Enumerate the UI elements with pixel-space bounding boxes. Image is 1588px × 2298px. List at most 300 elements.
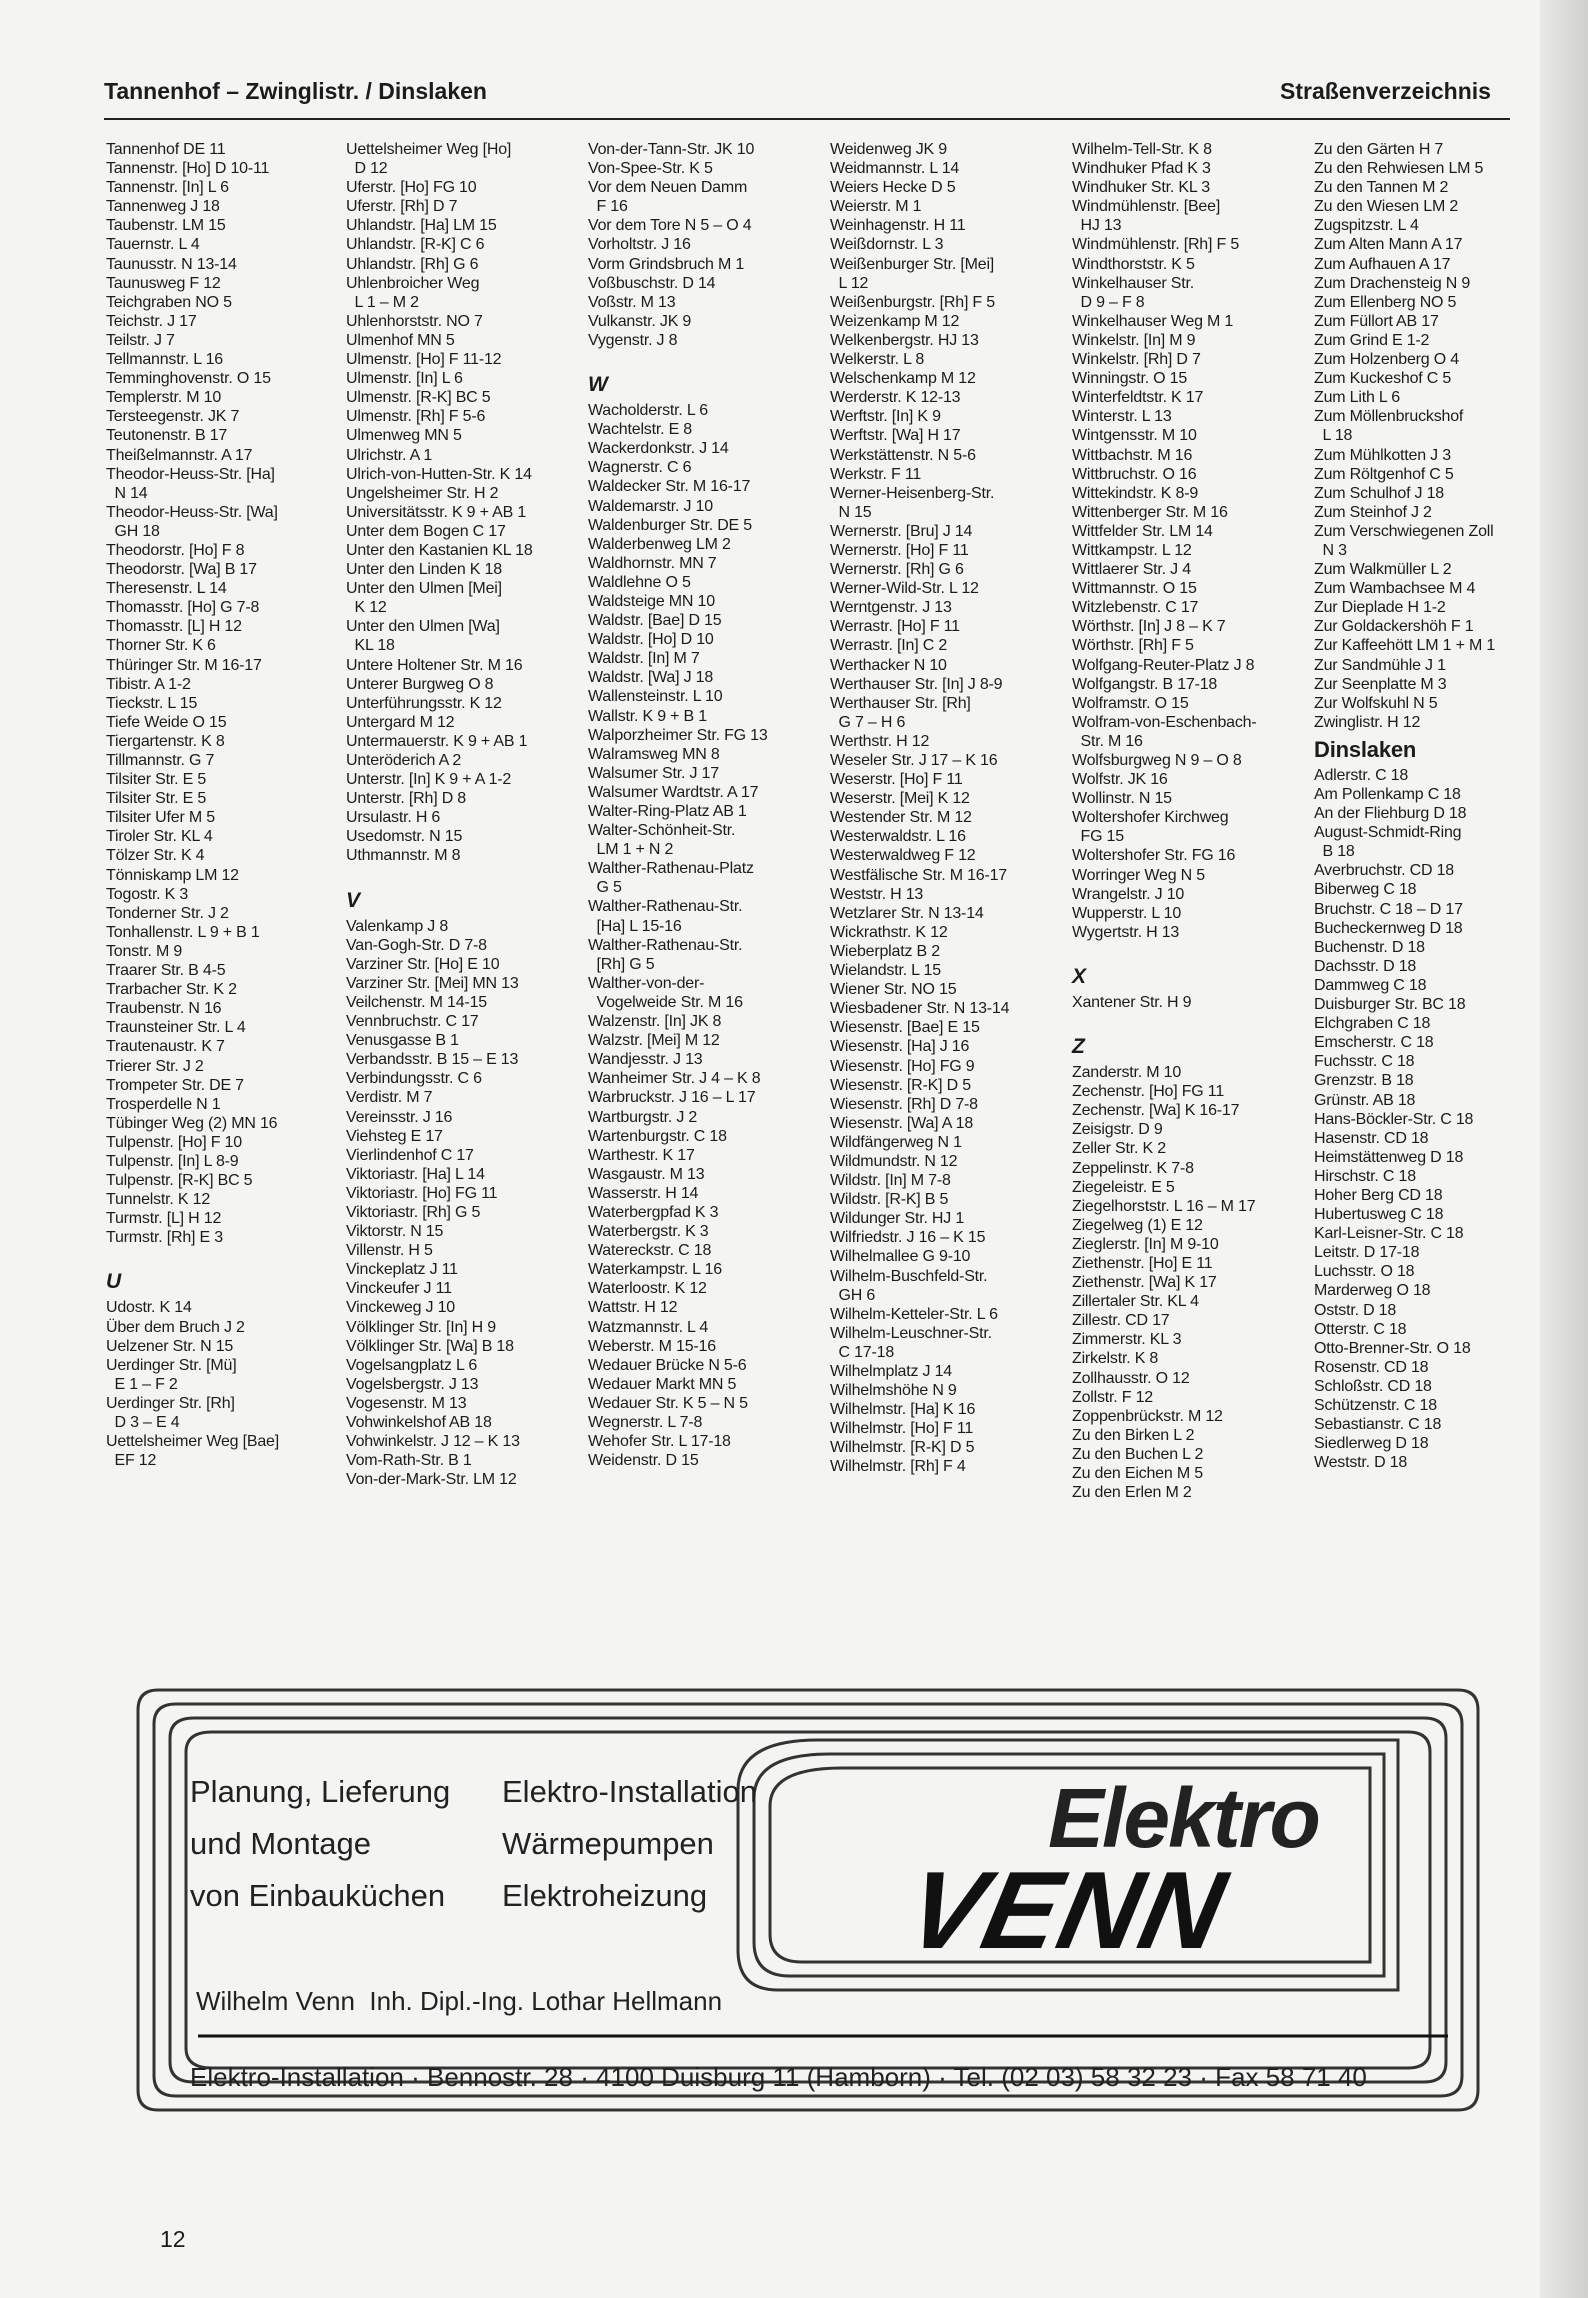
street-entry: Ulmenstr. [Rh] F 5-6 <box>346 408 486 426</box>
street-entry: Werftstr. [Wa] H 17 <box>830 427 961 445</box>
street-entry: Zu den Eichen M 5 <box>1072 1465 1203 1482</box>
street-entry: Wasgaustr. M 13 <box>588 1165 705 1183</box>
street-entry: Tilsiter Str. E 5 <box>106 790 207 808</box>
street-entry: Viktoriastr. [Rh] G 5 <box>346 1203 481 1221</box>
street-entry: Walsumer Str. J 17 <box>588 764 719 782</box>
street-entry: Wickrathstr. K 12 <box>830 923 948 941</box>
street-entry: Uferstr. [Ho] FG 10 <box>346 179 477 197</box>
street-entry: Schloßstr. CD 18 <box>1314 1377 1432 1395</box>
street-entry: Wieberplatz B 2 <box>830 942 940 960</box>
street-entry: Wallstr. K 9 + B 1 <box>588 707 707 725</box>
street-entry: Teichstr. J 17 <box>106 312 197 330</box>
street-entry: Ulmenhof MN 5 <box>346 331 455 349</box>
street-entry: Duisburger Str. BC 18 <box>1314 996 1466 1014</box>
street-entry: Thorner Str. K 6 <box>106 637 216 655</box>
street-entry: Tiroler Str. KL 4 <box>106 828 213 846</box>
street-entry: Uerdinger Str. [Mü] <box>106 1356 237 1374</box>
street-entry: Werthacker N 10 <box>830 656 947 674</box>
street-entry: GH 18 <box>106 522 160 540</box>
street-entry: Tannenweg J 18 <box>106 198 220 216</box>
street-entry: Wacholderstr. L 6 <box>588 402 708 420</box>
street-entry: Bruchstr. C 18 – D 17 <box>1314 900 1463 918</box>
street-entry: Wilhelmstr. [Ha] K 16 <box>830 1401 976 1419</box>
street-entry: Buchenstr. D 18 <box>1314 938 1425 956</box>
street-entry: Wedauer Str. K 5 – N 5 <box>588 1394 748 1412</box>
street-entry: L 12 <box>830 274 869 292</box>
street-entry: Tannenstr. [In] L 6 <box>106 179 229 197</box>
street-entry: Zur Goldackershöh F 1 <box>1314 618 1474 636</box>
street-entry: Siedlerweg D 18 <box>1314 1435 1429 1453</box>
street-entry: Varziner Str. [Mei] MN 13 <box>346 974 519 992</box>
street-entry: Thüringer Str. M 16-17 <box>106 656 262 674</box>
street-entry: Wallensteinstr. L 10 <box>588 688 723 706</box>
street-entry: Zeisigstr. D 9 <box>1072 1121 1163 1139</box>
street-entry: Tellmannstr. L 16 <box>106 351 223 369</box>
street-entry: HJ 13 <box>1072 217 1122 235</box>
street-entry: Weizenkamp M 12 <box>830 312 960 330</box>
street-entry: Wartenburgstr. C 18 <box>588 1127 727 1145</box>
street-entry: Trarbacher Str. K 2 <box>106 981 237 999</box>
street-entry: Vulkanstr. JK 9 <box>588 312 692 330</box>
street-entry: Voßbuschstr. D 14 <box>588 274 716 292</box>
letter-section-heading: U <box>106 1270 121 1294</box>
street-entry: Walzstr. [Mei] M 12 <box>588 1032 720 1050</box>
street-entry: Wiesenstr. [Ho] FG 9 <box>830 1057 975 1075</box>
street-entry: Walderbenweg LM 2 <box>588 535 731 553</box>
street-entry: Grünstr. AB 18 <box>1314 1091 1416 1109</box>
street-entry: Winkelhauser Weg M 1 <box>1072 312 1234 330</box>
street-entry: Zum Möllenbruckshof <box>1314 408 1464 426</box>
street-entry: Verdistr. M 7 <box>346 1089 433 1107</box>
street-entry: Von-der-Mark-Str. LM 12 <box>346 1471 517 1489</box>
street-entry: Wittfelder Str. LM 14 <box>1072 522 1213 540</box>
street-entry: Weststr. D 18 <box>1314 1454 1408 1472</box>
street-entry: Werrastr. [Ho] F 11 <box>830 618 960 636</box>
street-entry: Viehsteg E 17 <box>346 1127 443 1145</box>
street-entry: Traunsteiner Str. L 4 <box>106 1019 246 1037</box>
street-entry: August-Schmidt-Ring <box>1314 824 1462 842</box>
street-entry: Weinhagenstr. H 11 <box>830 217 966 235</box>
street-entry: Wielandstr. L 15 <box>830 962 941 980</box>
street-entry: Wildunger Str. HJ 1 <box>830 1210 965 1228</box>
street-entry: G 5 <box>588 879 622 897</box>
street-entry: Ziegelweg (1) E 12 <box>1072 1216 1203 1234</box>
street-entry: [Rh] G 5 <box>588 955 655 973</box>
street-entry: Viktorstr. N 15 <box>346 1223 444 1241</box>
street-entry: Watereckstr. C 18 <box>588 1242 712 1260</box>
street-entry: Xantener Str. H 9 <box>1072 993 1192 1011</box>
street-entry: Weißenburger Str. [Mei] <box>830 255 995 273</box>
header-rule <box>104 118 1510 120</box>
street-entry: Wolfgangstr. B 17-18 <box>1072 675 1218 693</box>
street-entry: Zimmerstr. KL 3 <box>1072 1331 1182 1349</box>
street-entry: Worringer Weg N 5 <box>1072 866 1205 884</box>
street-entry: Marderweg O 18 <box>1314 1282 1431 1300</box>
street-entry: Tiefe Weide O 15 <box>106 713 227 731</box>
street-entry: Zollstr. F 12 <box>1072 1388 1153 1406</box>
street-entry: Zechenstr. [Ho] FG 11 <box>1072 1083 1225 1101</box>
street-entry: Vom-Rath-Str. B 1 <box>346 1452 472 1470</box>
street-entry: Weidenstr. D 15 <box>588 1452 699 1470</box>
street-entry: Winterfeldtstr. K 17 <box>1072 389 1204 407</box>
street-entry: Verbindungsstr. C 6 <box>346 1070 482 1088</box>
street-entry: Zum Alten Mann A 17 <box>1314 236 1463 254</box>
street-entry: Togostr. K 3 <box>106 885 189 903</box>
street-entry: Waterbergpfad K 3 <box>588 1203 719 1221</box>
street-entry: Wittenberger Str. M 16 <box>1072 503 1228 521</box>
street-entry: Tibistr. A 1-2 <box>106 675 191 693</box>
page-header-title: Tannenhof – Zwinglistr. / Dinslaken <box>104 78 487 104</box>
street-entry: Warbruckstr. J 16 – L 17 <box>588 1089 756 1107</box>
street-entry: Tannenhof DE 11 <box>106 141 226 158</box>
street-entry: Wagnerstr. C 6 <box>588 459 692 477</box>
street-entry: Waldemarstr. J 10 <box>588 497 713 515</box>
street-entry: Wedauer Markt MN 5 <box>588 1375 737 1393</box>
street-entry: Ziegelhorststr. L 16 – M 17 <box>1072 1197 1256 1215</box>
street-entry: Weidenweg JK 9 <box>830 141 947 158</box>
street-entry: Waldhornstr. MN 7 <box>588 554 717 572</box>
street-entry: Tonstr. M 9 <box>106 942 183 960</box>
street-entry: Trautenaustr. K 7 <box>106 1038 225 1056</box>
street-entry: EF 12 <box>106 1452 157 1470</box>
street-entry: Tillmannstr. G 7 <box>106 752 215 769</box>
street-entry: Tunnelstr. K 12 <box>106 1191 211 1209</box>
street-entry: Wiesenstr. [R-K] D 5 <box>830 1076 971 1094</box>
street-entry: Wörthstr. [In] J 8 – K 7 <box>1072 618 1226 636</box>
street-entry: LM 1 + N 2 <box>588 841 674 859</box>
street-entry: Watzmannstr. L 4 <box>588 1318 709 1336</box>
street-entry: Walther-von-der- <box>588 974 705 992</box>
letter-section-heading: Z <box>1072 1035 1085 1059</box>
street-entry: Werner-Wild-Str. L 12 <box>830 580 979 598</box>
street-entry: Unterstr. [Rh] D 8 <box>346 790 466 808</box>
street-entry: Zu den Wiesen LM 2 <box>1314 198 1459 216</box>
street-entry: Westender Str. M 12 <box>830 809 972 827</box>
street-entry: Hans-Böckler-Str. C 18 <box>1314 1110 1474 1128</box>
ad-product-2: Wärmepumpen <box>502 1826 714 1861</box>
street-entry: Tulpenstr. [Ho] F 10 <box>106 1133 242 1151</box>
spacer <box>1072 1012 1310 1022</box>
street-entry: Zur Wolfskuhl N 5 <box>1314 694 1438 712</box>
street-entry: Walramsweg MN 8 <box>588 745 720 763</box>
street-entry: Wanheimer Str. J 4 – K 8 <box>588 1070 761 1088</box>
street-entry: Walther-Rathenau-Str. <box>588 898 743 916</box>
street-entry: Winkelhauser Str. <box>1072 274 1194 292</box>
street-entry: Zugspitzstr. L 4 <box>1314 217 1419 235</box>
street-entry: Westerwaldweg F 12 <box>830 847 976 865</box>
street-entry: Wiesenstr. [Wa] A 18 <box>830 1114 974 1132</box>
street-entry: Weißdornstr. L 3 <box>830 236 944 254</box>
street-entry: Teilstr. J 7 <box>106 331 175 349</box>
street-entry: Elchgraben C 18 <box>1314 1015 1431 1033</box>
street-entry: Otto-Brenner-Str. O 18 <box>1314 1339 1471 1357</box>
street-entry: Zum Holzenberg O 4 <box>1314 351 1459 369</box>
street-entry: Wildstr. [R-K] B 5 <box>830 1191 949 1209</box>
street-entry: Weseler Str. J 17 – K 16 <box>830 752 998 769</box>
street-entry: Unterer Burgweg O 8 <box>346 675 494 693</box>
street-entry: Sebastianstr. C 18 <box>1314 1416 1442 1434</box>
street-column-5 <box>1072 140 1310 1502</box>
street-entry: Unteröderich A 2 <box>346 752 462 769</box>
street-entry: Vogelweide Str. M 16 <box>588 993 743 1011</box>
street-entry: Wygertstr. H 13 <box>1072 923 1180 941</box>
street-entry: Vogesenstr. M 13 <box>346 1394 467 1412</box>
street-entry: Warthestr. K 17 <box>588 1146 695 1164</box>
street-entry: Fuchsstr. C 18 <box>1314 1053 1415 1071</box>
street-entry: Wolframstr. O 15 <box>1072 694 1189 712</box>
street-entry: Wilhelmstr. [Ho] F 11 <box>830 1420 974 1438</box>
street-entry: Taunusweg F 12 <box>106 274 221 292</box>
street-entry: Windhuker Pfad K 3 <box>1072 160 1211 178</box>
spacer <box>346 866 584 876</box>
street-entry: Tonhallenstr. L 9 + B 1 <box>106 923 260 941</box>
street-entry: Ulrichstr. A 1 <box>346 446 433 464</box>
street-entry: Wittbachstr. M 16 <box>1072 446 1193 464</box>
street-entry: Weststr. H 13 <box>830 885 924 903</box>
street-entry: C 17-18 <box>830 1343 895 1361</box>
street-entry: Werner-Heisenberg-Str. <box>830 484 995 502</box>
street-entry: Wintgensstr. M 10 <box>1072 427 1197 445</box>
street-entry: Wolfgang-Reuter-Platz J 8 <box>1072 656 1255 674</box>
street-entry: Waldstr. [Bae] D 15 <box>588 612 722 630</box>
street-entry: Walter-Schönheit-Str. <box>588 822 736 840</box>
street-entry: Zum Kuckeshof C 5 <box>1314 370 1452 388</box>
street-entry: Wetzlarer Str. N 13-14 <box>830 904 984 922</box>
street-entry: Zum Röltgenhof C 5 <box>1314 465 1454 483</box>
street-entry: Ungelsheimer Str. H 2 <box>346 484 499 502</box>
street-entry: Windthorststr. K 5 <box>1072 255 1195 273</box>
street-entry: Woltershofer Str. FG 16 <box>1072 847 1236 865</box>
street-entry: Vierlindenhof C 17 <box>346 1146 474 1164</box>
street-entry: FG 15 <box>1072 828 1124 846</box>
street-entry: Tilsiter Str. E 5 <box>106 771 207 789</box>
page-number: 12 <box>160 2226 186 2252</box>
street-entry: Vor dem Neuen Damm <box>588 179 748 197</box>
street-entry: Ulrich-von-Hutten-Str. K 14 <box>346 465 532 483</box>
street-entry: Walther-Rathenau-Platz <box>588 860 754 878</box>
street-entry: Wilfriedstr. J 16 – K 15 <box>830 1229 986 1247</box>
street-entry: Wupperstr. L 10 <box>1072 904 1182 922</box>
street-entry: Weierstr. M 1 <box>830 198 922 216</box>
street-entry: Weiers Hecke D 5 <box>830 179 956 197</box>
street-entry: Trosperdelle N 1 <box>106 1095 221 1113</box>
street-entry: Uettelsheimer Weg [Bae] <box>106 1433 279 1451</box>
street-entry: [Ha] L 15-16 <box>588 917 682 935</box>
street-entry: Wörthstr. [Rh] F 5 <box>1072 637 1194 655</box>
street-entry: Vennbruchstr. C 17 <box>346 1013 479 1031</box>
street-entry: Trierer Str. J 2 <box>106 1057 204 1075</box>
street-entry: Turmstr. [L] H 12 <box>106 1210 222 1228</box>
street-entry: Waldstr. [Ho] D 10 <box>588 631 714 649</box>
street-entry: Schützenstr. C 18 <box>1314 1397 1437 1414</box>
street-entry: Wolfstr. JK 16 <box>1072 771 1168 789</box>
street-entry: Dachsstr. D 18 <box>1314 957 1417 975</box>
street-entry: Wernerstr. [Rh] G 6 <box>830 561 964 579</box>
street-entry: Theißelmannstr. A 17 <box>106 446 253 464</box>
street-entry: Theodor-Heuss-Str. [Wa] <box>106 503 278 521</box>
street-entry: Theodorstr. [Ho] F 8 <box>106 541 245 559</box>
street-entry: Walsumer Wardtstr. A 17 <box>588 783 759 801</box>
street-entry: Otterstr. C 18 <box>1314 1320 1407 1338</box>
street-entry: Villenstr. H 5 <box>346 1242 433 1260</box>
street-entry: Vereinsstr. J 16 <box>346 1108 453 1126</box>
street-entry: Usedomstr. N 15 <box>346 828 463 846</box>
street-entry: Zum Drachensteig N 9 <box>1314 274 1471 292</box>
spacer <box>106 1247 344 1257</box>
street-entry: Rosenstr. CD 18 <box>1314 1358 1429 1376</box>
street-entry: Biberweg C 18 <box>1314 881 1417 899</box>
street-entry: Wedauer Brücke N 5-6 <box>588 1356 747 1374</box>
street-entry: Zieglerstr. [In] M 9-10 <box>1072 1235 1219 1253</box>
street-entry: Ulmenstr. [In] L 6 <box>346 370 463 388</box>
street-entry: Zum Füllort AB 17 <box>1314 312 1439 330</box>
street-entry: Tonderner Str. J 2 <box>106 904 229 922</box>
spacer <box>1072 942 1310 952</box>
street-entry: Tauernstr. L 4 <box>106 236 200 254</box>
letter-section-heading: X <box>1072 964 1086 988</box>
street-entry: Ulmenweg MN 5 <box>346 427 462 445</box>
street-entry: Zeller Str. K 2 <box>1072 1140 1166 1158</box>
street-entry: Waldlehne O 5 <box>588 573 691 591</box>
ad-owner-line: Wilhelm Venn Inh. Dipl.-Ing. Lothar Hellmann <box>196 1986 723 2016</box>
street-entry: Werkstr. F 11 <box>830 465 922 483</box>
street-column-2 <box>346 140 584 1489</box>
street-entry: Wilhelmstr. [R-K] D 5 <box>830 1439 975 1457</box>
street-entry: Walter-Ring-Platz AB 1 <box>588 803 747 820</box>
street-entry: Wilhelm-Tell-Str. K 8 <box>1072 141 1212 158</box>
street-entry: Vinckeweg J 10 <box>346 1299 455 1317</box>
street-entry: Uerdinger Str. [Rh] <box>106 1394 235 1412</box>
street-entry: Uhlandstr. [Rh] G 6 <box>346 255 479 273</box>
street-entry: Weserstr. [Mei] K 12 <box>830 790 970 808</box>
street-entry: Hoher Berg CD 18 <box>1314 1186 1443 1204</box>
street-entry: Walzenstr. [In] JK 8 <box>588 1013 722 1031</box>
street-entry: Wolfram-von-Eschenbach- <box>1072 713 1257 731</box>
street-entry: Theodorstr. [Wa] B 17 <box>106 561 257 579</box>
street-entry: Hubertusweg C 18 <box>1314 1206 1444 1224</box>
street-entry: Wildmundstr. N 12 <box>830 1152 958 1170</box>
street-entry: Zwinglistr. H 12 <box>1314 713 1421 731</box>
street-entry: Untermauerstr. K 9 + AB 1 <box>346 732 528 750</box>
street-entry: Grenzstr. B 18 <box>1314 1072 1414 1090</box>
street-entry: Averbruchstr. CD 18 <box>1314 862 1454 880</box>
street-entry: Hirschstr. C 18 <box>1314 1167 1416 1185</box>
street-entry: Zur Dieplade H 1-2 <box>1314 599 1446 617</box>
street-entry: Welkenbergstr. HJ 13 <box>830 331 979 349</box>
street-entry: Werthauser Str. [Rh] <box>830 694 971 712</box>
street-entry: Zum Verschwiegenen Zoll <box>1314 522 1494 540</box>
street-entry: Dammweg C 18 <box>1314 976 1427 994</box>
street-entry: Vohwinkelstr. J 12 – K 13 <box>346 1433 520 1451</box>
street-entry: Unterstr. [In] K 9 + A 1-2 <box>346 771 512 789</box>
street-entry: Wernerstr. [Bru] J 14 <box>830 522 973 540</box>
street-entry: Völklinger Str. [Wa] B 18 <box>346 1337 514 1355</box>
street-entry: Voßstr. M 13 <box>588 293 676 311</box>
street-entry: Zum Walkmüller L 2 <box>1314 561 1452 579</box>
street-entry: Vogelsbergstr. J 13 <box>346 1375 479 1393</box>
street-entry: Teichgraben NO 5 <box>106 293 232 311</box>
street-entry: Karl-Leisner-Str. C 18 <box>1314 1225 1464 1243</box>
street-entry: Wittmannstr. O 15 <box>1072 580 1197 598</box>
street-entry: Oststr. D 18 <box>1314 1301 1397 1319</box>
street-entry: Werntgenstr. J 13 <box>830 599 952 617</box>
street-entry: N 3 <box>1314 541 1347 559</box>
street-entry: Wildfängerweg N 1 <box>830 1133 962 1151</box>
street-entry: Theresenstr. L 14 <box>106 580 227 598</box>
street-entry: Ursulastr. H 6 <box>346 809 441 827</box>
street-entry: Zur Kaffeehött LM 1 + M 1 <box>1314 637 1496 655</box>
street-entry: L 18 <box>1314 427 1353 445</box>
street-entry: Uettelsheimer Weg [Ho] <box>346 141 512 158</box>
street-entry: Wolfsburgweg N 9 – O 8 <box>1072 752 1242 769</box>
street-entry: Zum Mühlkotten J 3 <box>1314 446 1451 464</box>
street-entry: Waldecker Str. M 16-17 <box>588 478 751 496</box>
street-entry: Waldsteige MN 10 <box>588 592 715 610</box>
spacer <box>588 350 826 360</box>
ad-service-3: von Einbauküchen <box>190 1878 446 1913</box>
street-entry: Uferstr. [Rh] D 7 <box>346 198 458 216</box>
street-entry: D 9 – F 8 <box>1072 293 1145 311</box>
street-entry: Waterkampstr. L 16 <box>588 1261 722 1279</box>
street-entry: Vohwinkelshof AB 18 <box>346 1414 492 1431</box>
street-entry: Wernerstr. [Ho] F 11 <box>830 541 969 559</box>
street-entry: Adlerstr. C 18 <box>1314 766 1409 784</box>
street-entry: K 12 <box>346 599 387 617</box>
street-entry: Westerwaldstr. L 16 <box>830 828 966 846</box>
street-column-3 <box>588 140 826 1470</box>
street-entry: Tönniskamp LM 12 <box>106 866 239 884</box>
street-entry: Wehofer Str. L 17-18 <box>588 1433 731 1451</box>
street-entry: Werftstr. [In] K 9 <box>830 408 941 426</box>
street-entry: Wandjesstr. J 13 <box>588 1051 703 1069</box>
street-entry: Waldstr. [In] M 7 <box>588 650 700 668</box>
street-entry: Weißenburgstr. [Rh] F 5 <box>830 293 995 311</box>
letter-section-heading: W <box>588 373 608 397</box>
street-entry: Leitstr. D 17-18 <box>1314 1244 1420 1262</box>
letter-section-heading: V <box>346 888 360 912</box>
street-entry: Unter den Kastanien KL 18 <box>346 541 533 559</box>
street-entry: Wildstr. [In] M 7-8 <box>830 1172 951 1190</box>
street-entry: KL 18 <box>346 637 395 655</box>
street-entry: Zillestr. CD 17 <box>1072 1312 1170 1330</box>
street-entry: Werderstr. K 12-13 <box>830 389 961 407</box>
street-entry: Werkstättenstr. N 5-6 <box>830 446 976 464</box>
street-entry: Tölzer Str. K 4 <box>106 847 205 865</box>
street-entry: Zu den Rehwiesen LM 5 <box>1314 160 1484 178</box>
street-entry: Von-der-Tann-Str. JK 10 <box>588 141 755 158</box>
page-header-section: Straßenverzeichnis <box>1280 78 1491 104</box>
ad-contact-line: Elektro-Installation · Bennostr. 28 · 4100 Duisburg 11 (Hamborn) · Tel. (02 03) 58 32 23 · Fax 58 71 40 <box>190 2062 1367 2092</box>
street-entry: Über dem Bruch J 2 <box>106 1318 245 1336</box>
street-entry: Werthstr. H 12 <box>830 732 930 750</box>
street-entry: Winterstr. L 13 <box>1072 408 1172 426</box>
street-entry: Waterloostr. K 12 <box>588 1280 707 1298</box>
elektro-logo-top: Elektro <box>1048 1771 1319 1865</box>
street-entry: Zum Ellenberg NO 5 <box>1314 293 1457 311</box>
street-entry: Weidmannstr. L 14 <box>830 160 960 178</box>
street-entry: Wiesenstr. [Ha] J 16 <box>830 1038 970 1056</box>
street-entry: Traubenstr. N 16 <box>106 1000 222 1018</box>
street-entry: Vorholtstr. J 16 <box>588 236 691 254</box>
street-entry: Westfälische Str. M 16-17 <box>830 866 1008 884</box>
street-entry: Vor dem Tore N 5 – O 4 <box>588 217 752 235</box>
street-entry: Temminghovenstr. O 15 <box>106 370 271 388</box>
street-entry: Wilhelm-Buschfeld-Str. <box>830 1267 988 1285</box>
street-entry: Waldenburger Str. DE 5 <box>588 516 752 534</box>
street-entry: Templerstr. M 10 <box>106 389 222 407</box>
street-entry: Vogelsangplatz L 6 <box>346 1356 478 1374</box>
street-entry: Zum Grind E 1-2 <box>1314 331 1430 349</box>
